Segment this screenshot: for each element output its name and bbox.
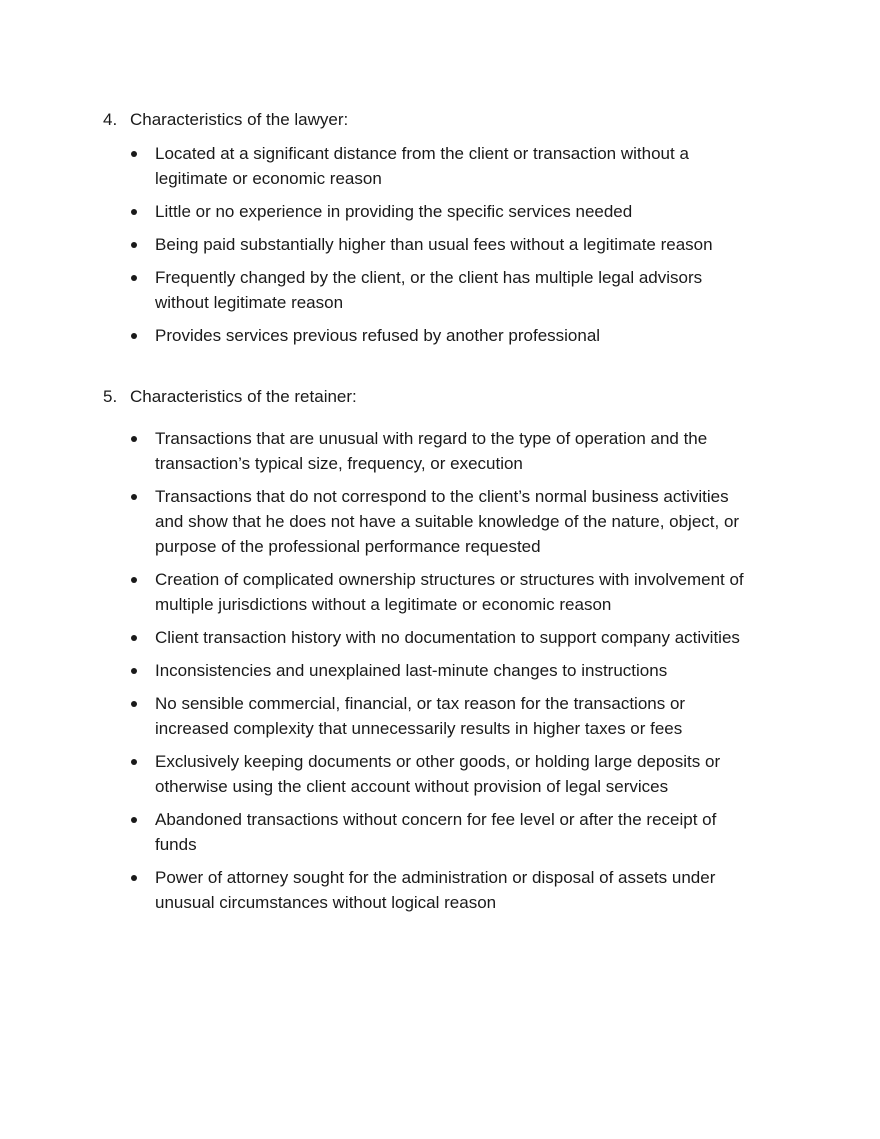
bullet-icon xyxy=(131,333,137,339)
bullet-icon xyxy=(131,701,137,707)
bullet-icon xyxy=(131,242,137,248)
bullet-icon xyxy=(131,668,137,674)
bullet-icon xyxy=(131,275,137,281)
list-item-text: Creation of complicated ownership structures or structures with involvement of multiple jurisdictions without a legitimate or economic reason xyxy=(155,570,744,614)
section-heading xyxy=(103,384,763,409)
list-item xyxy=(103,232,745,257)
bullet-icon xyxy=(131,209,137,215)
bullet-icon xyxy=(131,759,137,765)
bullet-list xyxy=(103,426,763,915)
list-item xyxy=(103,323,745,348)
section-number: 5. xyxy=(103,387,118,406)
section-heading xyxy=(103,107,763,132)
list-item-text: Transactions that do not correspond to the client’s normal business activities and show that he does not have a suitable knowledge of the nature, object, or purpose of the professional performance requested xyxy=(155,487,740,556)
list-item xyxy=(103,567,745,617)
bullet-icon xyxy=(131,151,137,157)
list-item xyxy=(103,807,745,857)
section-retainer xyxy=(103,384,763,915)
list-item-text: No sensible commercial, financial, or tax reason for the transactions or increased complexity that unnecessarily results in higher taxes or fees xyxy=(155,694,686,738)
list-item xyxy=(103,658,745,683)
list-item xyxy=(103,426,745,476)
list-item-text: Exclusively keeping documents or other goods, or holding large deposits or otherwise using the client account without provision of legal services xyxy=(155,752,721,796)
list-item xyxy=(103,749,745,799)
bullet-icon xyxy=(131,436,137,442)
list-item-text: Provides services previous refused by another professional xyxy=(155,326,601,345)
bullet-icon xyxy=(131,577,137,583)
bullet-icon xyxy=(131,875,137,881)
section-lawyer xyxy=(103,107,763,348)
list-item xyxy=(103,141,745,191)
list-item xyxy=(103,625,745,650)
list-item xyxy=(103,865,745,915)
list-item-text: Power of attorney sought for the administration or disposal of assets under unusual circumstances without logical reason xyxy=(155,868,716,912)
list-item-text: Frequently changed by the client, or the client has multiple legal advisors without legitimate reason xyxy=(155,268,703,312)
bullet-icon xyxy=(131,817,137,823)
section-number: 4. xyxy=(103,110,118,129)
list-item xyxy=(103,265,745,315)
bullet-list xyxy=(103,141,763,348)
list-item-text: Client transaction history with no documentation to support company activities xyxy=(155,628,740,647)
section-title: Characteristics of the lawyer: xyxy=(130,110,349,129)
list-item-text: Transactions that are unusual with regard to the type of operation and the transaction’s typical size, frequency, or execution xyxy=(155,429,708,473)
list-item xyxy=(103,691,745,741)
list-item xyxy=(103,484,745,559)
list-item xyxy=(103,199,745,224)
list-item-text: Little or no experience in providing the specific services needed xyxy=(155,202,633,221)
bullet-icon xyxy=(131,635,137,641)
list-item-text: Located at a significant distance from the client or transaction without a legitimate or economic reason xyxy=(155,144,689,188)
list-item-text: Inconsistencies and unexplained last-minute changes to instructions xyxy=(155,661,668,680)
list-item-text: Abandoned transactions without concern for fee level or after the receipt of funds xyxy=(155,810,717,854)
section-title: Characteristics of the retainer: xyxy=(130,387,357,406)
bullet-icon xyxy=(131,494,137,500)
list-item-text: Being paid substantially higher than usual fees without a legitimate reason xyxy=(155,235,713,254)
